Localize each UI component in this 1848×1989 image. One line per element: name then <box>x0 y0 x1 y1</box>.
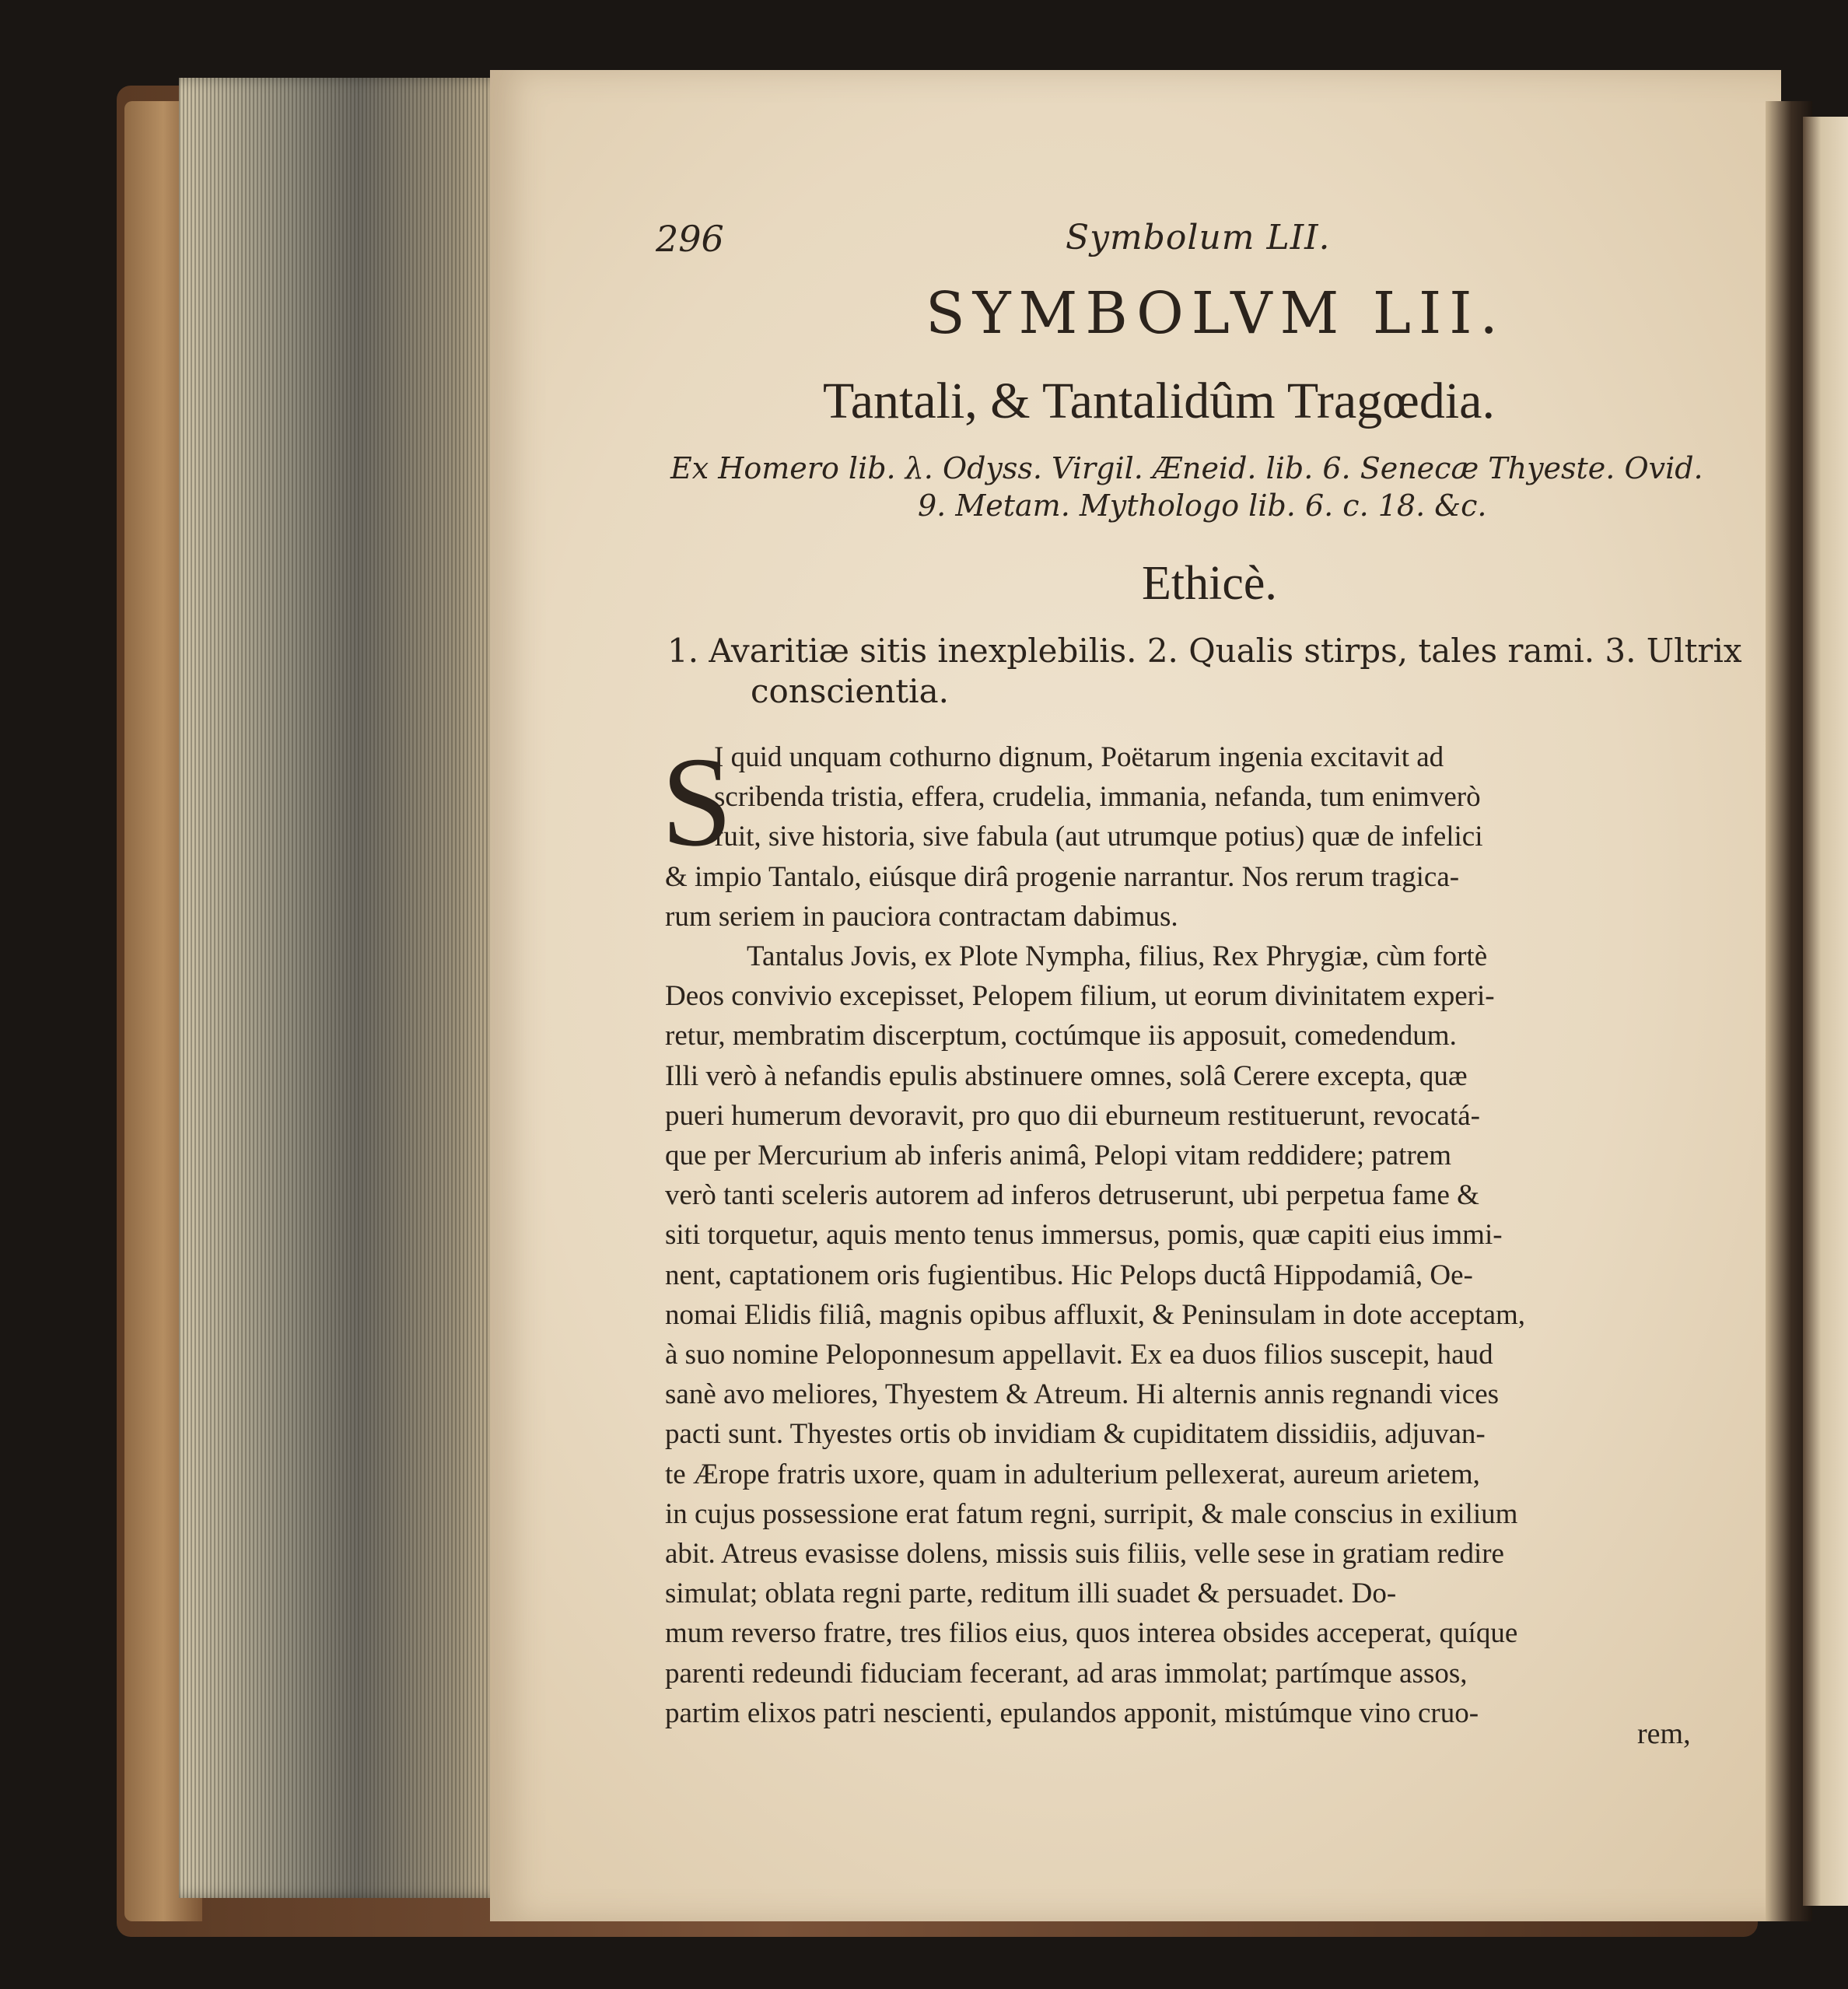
body-line: Tantalus Jovis, ex Plote Nympha, filius, Rex Phrygiæ, cùm fortè <box>747 940 1488 972</box>
page-number: 296 <box>656 218 724 260</box>
body-line: simulat; oblata regni parte, reditum illi suadet & persuadet. Do- <box>665 1578 1397 1609</box>
source-line: 9. Metam. Mythologo lib. 6. c. 18. &c. <box>918 488 1487 523</box>
body-line: pueri humerum devoravit, pro quo dii eburneum restituerunt, revocatá- <box>665 1100 1480 1132</box>
body-line: rum seriem in pauciora contractam dabimus. <box>665 901 1178 933</box>
body-line: à suo nomine Peloponnesum appellavit. Ex ea duos filios suscepit, haud <box>665 1339 1493 1371</box>
body-line: partim elixos patri nescienti, epulandos apponit, mistúmque vino cruo- <box>665 1697 1479 1729</box>
running-head: Symbolum LII. <box>1066 218 1331 257</box>
body-line: Deos convivio excepisset, Pelopem filium, ut eorum divinitatem experi- <box>665 980 1495 1012</box>
body-line: mum reverso fratre, tres filios eius, quos interea obsides acceperat, quíque <box>665 1617 1518 1649</box>
drop-cap: S <box>661 730 733 873</box>
source-line: Ex Homero lib. λ. Odyss. Virgil. Æneid. lib. 6. Senecæ Thyeste. Ovid. <box>670 451 1703 485</box>
body-line: nomai Elidis filiâ, magnis opibus affluxit, & Peninsulam in dote acceptam, <box>665 1299 1526 1331</box>
moral-point-line: conscientia. <box>751 672 949 710</box>
body-line: verò tanti sceleris autorem ad inferos detruserunt, ubi perpetua fame & <box>665 1179 1479 1211</box>
body-line: sanè avo meliores, Thyestem & Atreum. Hi alternis annis regnandi vices <box>665 1378 1500 1410</box>
body-line: abit. Atreus evasisse dolens, missis suis filiis, velle sese in gratiam redire <box>665 1538 1504 1570</box>
body-line: & impio Tantalo, eiúsque dirâ progenie narrantur. Nos rerum tragica- <box>665 861 1460 893</box>
page-subtitle: Tantali, & Tantalidûm Tragœdia. <box>823 373 1495 429</box>
body-line: que per Mercurium ab inferis animâ, Pelopi vitam reddidere; patrem <box>665 1140 1451 1171</box>
body-line: pacti sunt. Thyestes ortis ob invidiam & cupiditatem dissidiis, adjuvan- <box>665 1418 1486 1450</box>
body-line: I quid unquam cothurno dignum, Poëtarum ingenia excitavit ad <box>714 741 1444 773</box>
body-line: scribenda tristia, effera, crudelia, immania, nefanda, tum enimverò <box>714 781 1481 813</box>
section-heading: Ethicè. <box>1142 557 1277 610</box>
body-line: Illi verò à nefandis epulis abstinuere omnes, solâ Cerere excepta, quæ <box>665 1060 1468 1092</box>
body-line: siti torquetur, aquis mento tenus immersus, pomis, quæ capiti eius immi- <box>665 1219 1503 1251</box>
facing-page-edge <box>1803 117 1848 1906</box>
body-line: retur, membratim discerptum, coctúmque iis apposuit, comedendum. <box>665 1020 1457 1052</box>
body-line: in cujus possessione erat fatum regni, surripit, & male conscius in exilium <box>665 1498 1518 1530</box>
page-title: SYMBOLVM LII. <box>926 280 1506 347</box>
page-edges <box>179 78 506 1898</box>
body-line: fuit, sive historia, sive fabula (aut utrumque potius) quæ de infelici <box>714 821 1483 853</box>
catchword: rem, <box>1637 1718 1691 1750</box>
body-line: parenti redeundi fiduciam fecerant, ad aras immolat; partímque assos, <box>665 1658 1468 1690</box>
body-line: te Ærope fratris uxore, quam in adulterium pellexerat, aureum arietem, <box>665 1458 1480 1490</box>
moral-point-line: 1. Avaritiæ sitis inexplebilis. 2. Qualis stirps, tales rami. 3. Ultrix <box>667 632 1742 670</box>
body-line: nent, captationem oris fugientibus. Hic Pelops ductâ Hippodamiâ, Oe- <box>665 1259 1473 1291</box>
